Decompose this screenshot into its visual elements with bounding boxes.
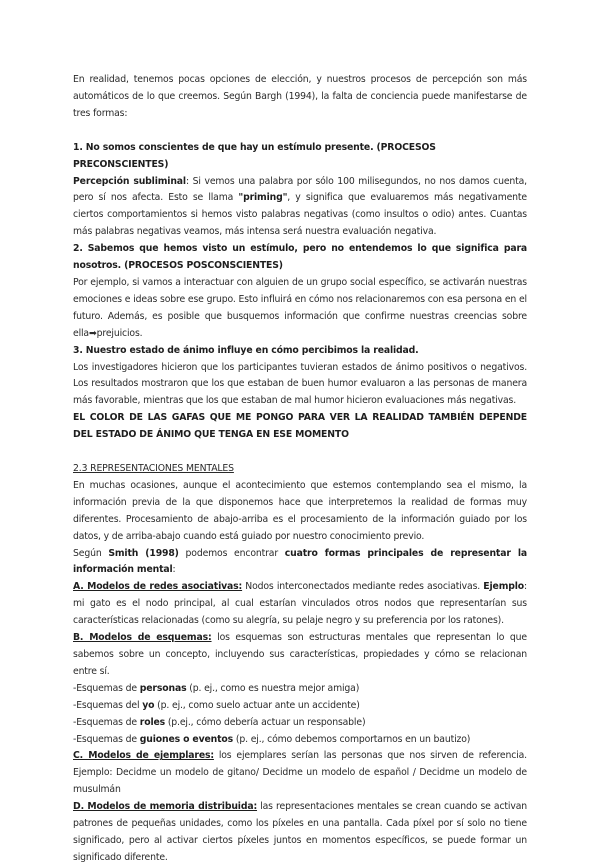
smith-text-c: :: [172, 564, 176, 576]
section-2-text: Por ejemplo, si vamos a interactuar con alguien de un grupo social específico, se activarán nuestras emociones e ideas sobre ese grupo. Esto influirá en cómo nos relacionaremos con esa persona en el futuro. Además, es posible que busquemos información que confirme nuestras creencias sobre ella➡prejuicios.: [73, 276, 527, 339]
schema-item-type: yo: [142, 699, 155, 711]
model-c-label: C. Modelos de ejemplares:: [73, 750, 214, 762]
section-1-text-b: , y significa que evaluaremos más negativamente ciertos comportamientos si hemos visto palabras negativas (como insultos o odio) antes. Cuantas más palabras negativas veamos, más intensa será nuestra evaluación negativa.: [73, 192, 527, 238]
spacer: [73, 123, 527, 140]
section-1-heading: 1. No somos conscientes de que hay un estímulo presente. (PROCESOS PRECONSCIENTES): [73, 141, 436, 170]
section-3-caps-statement: EL COLOR DE LAS GAFAS QUE ME PONGO PARA VER LA REALIDAD TAMBIÉN DEPENDE DEL ESTADO DE ÁNIMO QUE TENGA EN ESE MOMENTO: [73, 412, 527, 441]
schema-item-type: personas: [139, 682, 187, 694]
model-c-paragraph: [73, 748, 527, 799]
model-b-text: los esquemas son estructuras mentales que representan lo que sabemos sobre un concepto, incluyendo sus características, propiedades y cómo se relacionan entre sí.: [73, 632, 527, 677]
representaciones-paragraph: En muchas ocasiones, aunque el acontecimiento que estemos contemplando sea el mismo, la información previa de la que disponemos hace que interpretemos la realidad de formas muy diferentes. Procesamiento de abajo-arriba es el procesamiento de la información guiado por los datos, y de arriba-abajo cuando está guiado por nuestro conocimiento previo.: [73, 479, 527, 542]
spacer: [73, 444, 527, 461]
section-1-text-a: : Si vemos una palabra por sólo 100 milisegundos, no nos damos cuenta, pero sí nos afecta. Esto se llama: [73, 175, 527, 204]
schema-item-prefix: -Esquemas de: [73, 682, 140, 694]
model-a-paragraph: [73, 579, 527, 630]
model-b-label: B. Modelos de esquemas:: [73, 632, 212, 644]
schema-item-prefix: -Esquemas del: [73, 699, 143, 711]
schema-item-example: (p. ej., cómo debemos comportarnos en un bautizo): [233, 733, 471, 745]
model-b-paragraph: [73, 630, 527, 681]
section-2-heading: 2. Sabemos que hemos visto un estímulo, pero no entendemos lo que significa para nosotros. (PROCESOS POSCONSCIENTES): [73, 243, 527, 272]
model-d-paragraph: [73, 799, 527, 867]
section-1-text: [73, 174, 527, 242]
smith-paragraph: [73, 546, 527, 580]
schema-list-item: [73, 698, 527, 715]
model-d-text: las representaciones mentales se crean cuando se activan patrones de pequeñas unidades, como los píxeles en una pantalla. Cada píxel por sí solo no tiene significado, pero al activar ciertos píxeles juntos en momentos específicos, se puede formar un significado diferente.: [73, 801, 527, 863]
model-d-label: D. Modelos de memoria distribuida:: [73, 801, 258, 813]
schema-list-item: [73, 715, 527, 732]
schema-item-example: (p. ej., como suelo actuar ante un accidente): [154, 699, 360, 711]
model-a-text-2: : mi gato es el nodo principal, al cual estarían vinculados otros nodos que representarían sus características relacionadas (como su alegría, su pelaje negro y su preferencia por los ratones).: [73, 581, 527, 627]
schema-item-prefix: -Esquemas de: [73, 733, 140, 745]
priming-term: "priming": [238, 192, 288, 204]
schema-item-example: (p.ej., cómo debería actuar un responsable): [165, 716, 366, 728]
representaciones-heading: 2.3 REPRESENTACIONES MENTALES: [73, 463, 234, 475]
schema-item-example: (p. ej., como es nuestra mejor amiga): [186, 682, 360, 694]
model-a-text-1: Nodos interconectados mediante redes asociativas.: [242, 581, 484, 593]
intro-paragraph: En realidad, tenemos pocas opciones de elección, y nuestros procesos de percepción son más automáticos de lo que creemos. Según Bargh (1994), la falta de conciencia puede manifestarse de tres formas:: [73, 74, 527, 119]
schema-item-type: roles: [139, 716, 166, 728]
model-a-example-label: Ejemplo: [483, 581, 525, 593]
schema-list-item: [73, 681, 527, 698]
subliminal-term: Percepción subliminal: [73, 175, 186, 187]
section-3-heading: 3. Nuestro estado de ánimo influye en cómo percibimos la realidad.: [73, 344, 419, 356]
four-forms-phrase: cuatro formas principales de representar la información mental: [73, 547, 527, 576]
smith-text-a: Según: [73, 547, 109, 559]
model-c-text: los ejemplares serían las personas que nos sirven de referencia. Ejemplo: Decidme un modelo de gitano/ Decidme un modelo de español / Decidme un modelo de musulmán: [73, 750, 527, 796]
smith-citation: Smith (1998): [108, 547, 179, 559]
smith-text-b: podemos encontrar: [178, 547, 285, 559]
model-a-label: A. Modelos de redes asociativas:: [73, 581, 243, 593]
document-page: [73, 72, 527, 867]
schema-item-prefix: -Esquemas de: [73, 716, 140, 728]
schema-list-item: [73, 732, 527, 749]
schema-item-type: guiones o eventos: [139, 733, 234, 745]
section-3-text: Los investigadores hicieron que los participantes tuvieran estados de ánimo positivos o negativos. Los resultados mostraron que los que estaban de buen humor evaluaron a las personas de manera más favorable, mientras que los que estaban de mal humor hicieron evaluaciones más negativas.: [73, 361, 527, 407]
